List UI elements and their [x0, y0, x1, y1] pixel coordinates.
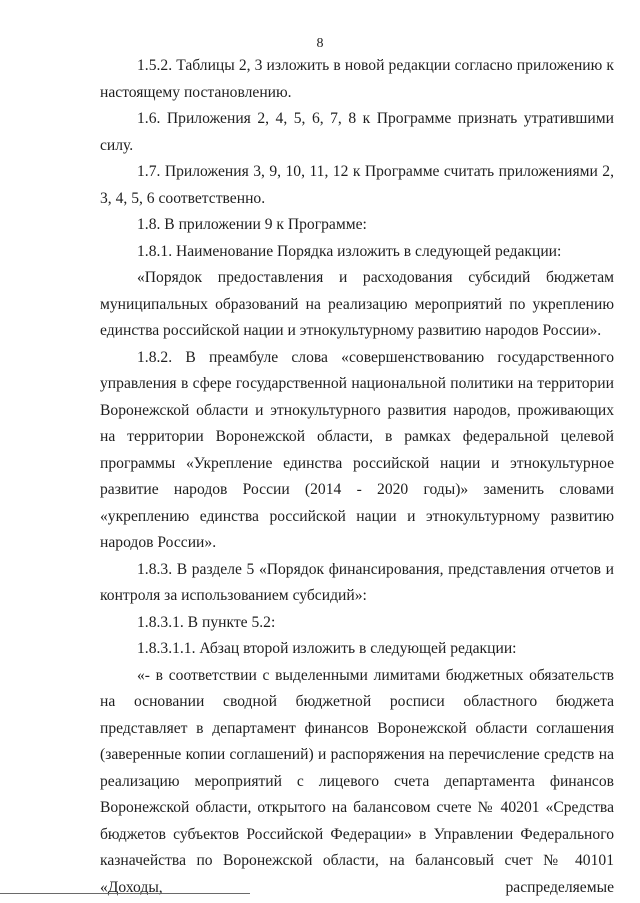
footnote-divider: [0, 893, 250, 894]
paragraph-new-text-quote: «- в соответствии с выделенными лимитами бюджетных обязательств на основании сводной бюджетной росписи областного бюджета представляет в департамент финансов Воронежской области соглашения (заверенные копии соглашений) и распоряжения на перечисление средств на реализацию мероприятий с лицевого счета департамента финансов Воронежской области, открытого на балансовом счете № 40201 «Средства бюджетов субъектов Российской Федерации» в Управлении Федерального казначейства по Воронежской области, на балансовый счет № 40101 «Доходы, распределяемые: [100, 666, 614, 896]
paragraph-1-8-3-1: 1.8.3.1. В пункте 5.2:: [137, 613, 276, 631]
paragraph-1-8-3: 1.8.3. В разделе 5 «Порядок финансирования, представления отчетов и контроля за использованием субсидий»:: [100, 560, 614, 604]
paragraph-1-5-2: 1.5.2. Таблицы 2, 3 изложить в новой редакции согласно приложению к настоящему постановлению.: [100, 57, 614, 101]
paragraph-1-6: 1.6. Приложения 2, 4, 5, 6, 7, 8 к Программе признать утратившими силу.: [100, 110, 614, 154]
paragraph-1-8: 1.8. В приложении 9 к Программе:: [137, 216, 367, 233]
paragraph-new-name-quote: «Порядок предоставления и расходования субсидий бюджетам муниципальных образований на реализацию мероприятий по укреплению единства российской нации и этнокультурному развитию народов России».: [100, 269, 614, 339]
paragraph-1-8-3-1-1: 1.8.3.1.1. Абзац второй изложить в следующей редакции:: [137, 640, 517, 657]
paragraph-1-7: 1.7. Приложения 3, 9, 10, 11, 12 к Программе считать приложениями 2, 3, 4, 5, 6 соответственно.: [100, 163, 614, 207]
document-body: [100, 53, 614, 901]
paragraph-1-8-2: 1.8.2. В преамбуле слова «совершенствованию государственного управления в сфере государственной национальной политики на территории Воронежской области и этнокультурного развития народов, проживающих на территории Воронежской области, в рамках федеральной целевой программы «Укрепление единства российской нации и этнокультурное развитие народов России (2014 - 2020 годы)» заменить словами «укреплению единства российской нации и этнокультурному развитию народов России».: [100, 348, 614, 551]
paragraph-1-8-1: 1.8.1. Наименование Порядка изложить в следующей редакции:: [137, 242, 562, 260]
page-number: 8: [316, 36, 324, 51]
